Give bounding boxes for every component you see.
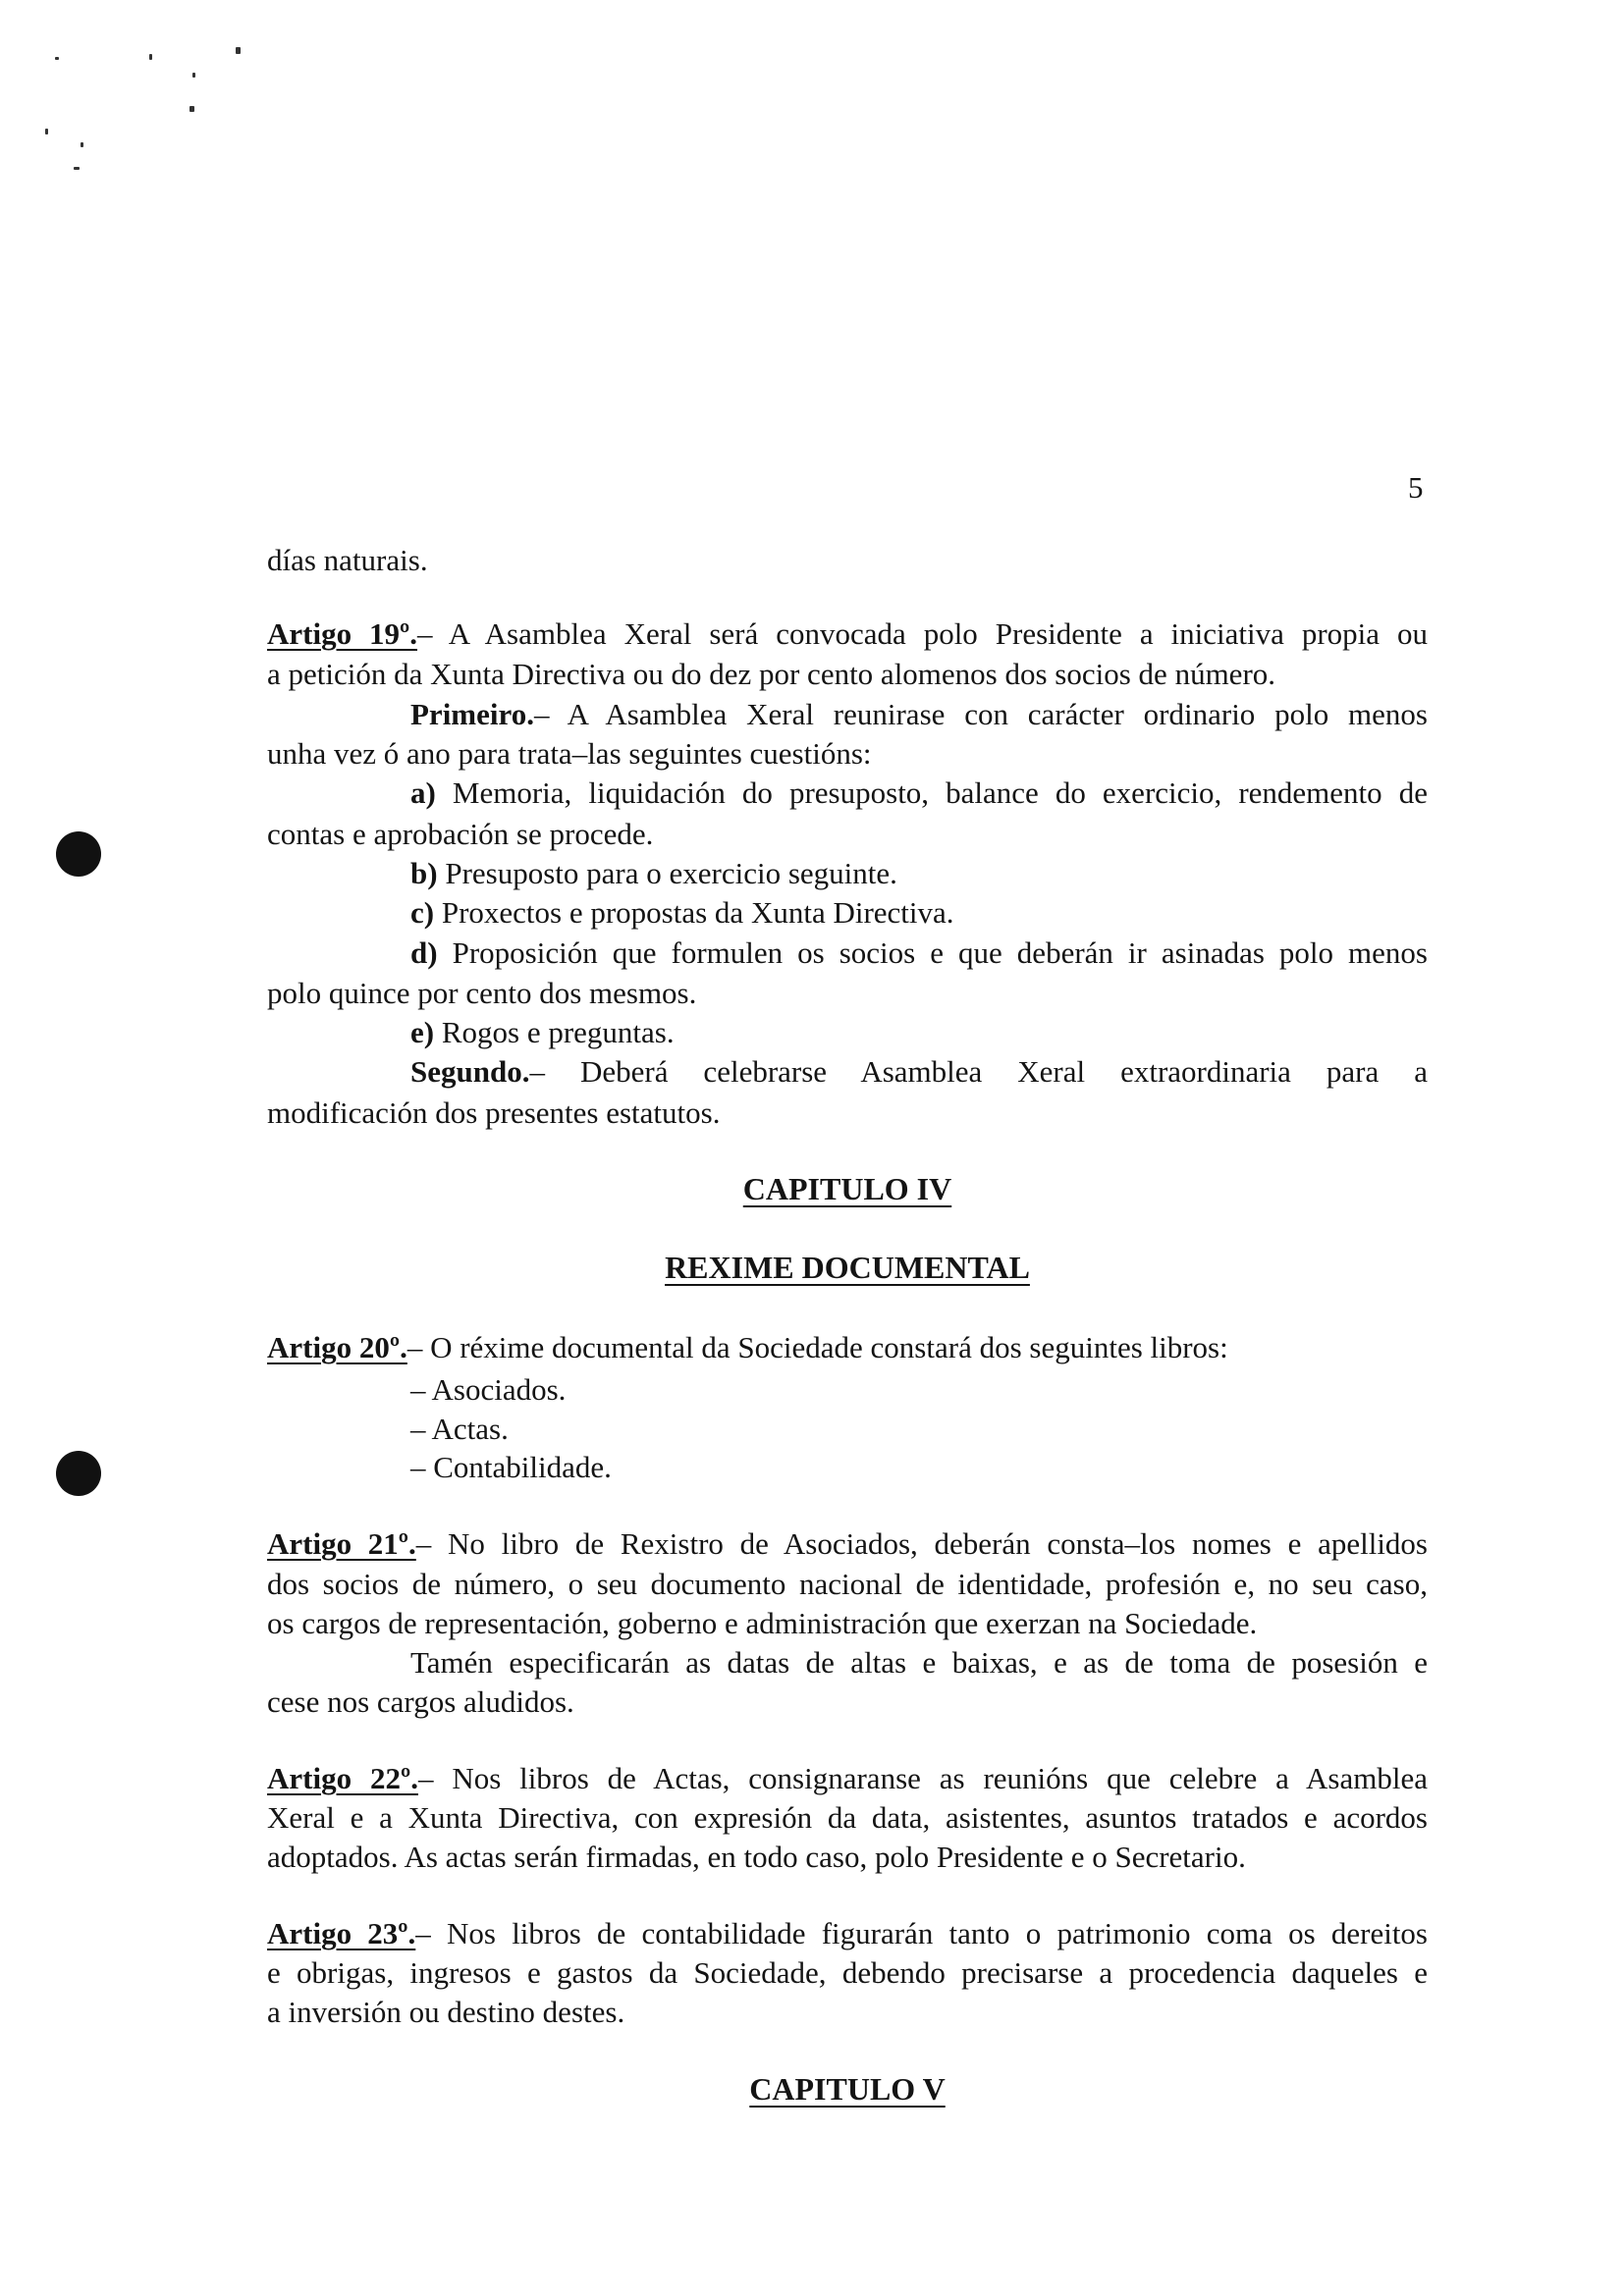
- article-20-text: – O réxime documental da Sociedade constará dos seguintes libros:: [406, 1330, 1228, 1364]
- article-23-label: Artigo 23º.: [267, 1916, 416, 1950]
- paragraph-line: días naturais.: [267, 543, 428, 577]
- chapter-heading: [35, 2069, 1624, 2109]
- article-22-line: Xeral e a Xunta Directiva, con expresión da data, asistentes, asuntos tratados e acordos: [267, 1800, 1428, 1835]
- scan-speck: [236, 47, 241, 54]
- segundo-text: – Deberá celebrarse Asamblea Xeral extraordinaria para a: [529, 1054, 1428, 1089]
- chapter-heading-text: CAPITULO IV: [742, 1171, 952, 1206]
- item-d-label: d): [410, 935, 438, 970]
- primeiro-line: [410, 695, 1428, 734]
- article-19-line: a petición da Xunta Directiva ou do dez por cento alomenos dos socios de número.: [267, 657, 1276, 691]
- scan-speck: [81, 142, 83, 147]
- scan-speck: [45, 129, 48, 134]
- item-a-line: [410, 774, 1428, 813]
- item-d-line: polo quince por cento dos mesmos.: [267, 976, 697, 1010]
- punch-hole: [56, 831, 101, 877]
- item-a-label: a): [410, 775, 436, 810]
- segundo-line: [410, 1052, 1428, 1092]
- article-23-line: a inversión ou destino destes.: [267, 1995, 625, 2029]
- chapter-heading: [35, 1169, 1624, 1208]
- article-21-line: [267, 1524, 1428, 1564]
- item-d-text: Proposición que formulen os socios e que deberán ir asinadas polo menos: [437, 935, 1428, 970]
- item-b-text: Presuposto para o exercicio seguinte.: [437, 856, 897, 890]
- chapter-heading-text: CAPITULO V: [749, 2071, 946, 2107]
- article-21-label: Artigo 21º.: [267, 1526, 416, 1561]
- article-23-line: [267, 1914, 1428, 1953]
- item-e-label: e): [410, 1015, 435, 1049]
- list-item: – Asociados.: [410, 1372, 567, 1407]
- article-21-line: dos socios de número, o seu documento nacional de identidade, profesión e, no seu caso,: [267, 1567, 1428, 1601]
- item-a-line: contas e aprobación se procede.: [267, 817, 654, 851]
- item-c-text: Proxectos e propostas da Xunta Directiva.: [434, 895, 954, 930]
- primeiro-line: unha vez ó ano para trata–las seguintes cuestións:: [267, 736, 872, 771]
- article-19-label: Artigo 19º.: [267, 616, 418, 651]
- scan-speck: [55, 57, 59, 60]
- scan-speck: [192, 73, 195, 78]
- article-21-text: – No libro de Rexistro de Asociados, deberán consta–los nomes e apellidos: [415, 1526, 1428, 1561]
- article-23-line: e obrigas, ingresos e gastos da Sociedade, debendo precisarse a procedencia daqueles e: [267, 1955, 1428, 1990]
- article-22-line: [267, 1759, 1428, 1798]
- item-c-line: [410, 893, 954, 933]
- list-item: – Actas.: [410, 1412, 509, 1446]
- item-e-line: [410, 1013, 675, 1052]
- item-c-label: c): [410, 895, 435, 930]
- segundo-line: modificación dos presentes estatutos.: [267, 1095, 721, 1130]
- scan-speck: [74, 167, 80, 170]
- article-21-line: os cargos de representación, goberno e administración que exerzan na Sociedade.: [267, 1606, 1258, 1640]
- item-a-text: Memoria, liquidación do presuposto, balance do exercicio, rendemento de: [435, 775, 1428, 810]
- page-number: 5: [1408, 470, 1424, 505]
- article-22-label: Artigo 22º.: [267, 1761, 418, 1795]
- article-20-line: [267, 1328, 1228, 1367]
- primeiro-label: Primeiro.: [410, 697, 534, 731]
- primeiro-text: – A Asamblea Xeral reunirase con carácter ordinario polo menos: [533, 697, 1428, 731]
- item-e-text: Rogos e preguntas.: [434, 1015, 675, 1049]
- scan-speck: [189, 106, 194, 112]
- chapter-title: [35, 1248, 1624, 1287]
- list-item: – Contabilidade.: [410, 1450, 612, 1484]
- scan-speck: [149, 54, 152, 60]
- article-21-line: Tamén especificarán as datas de altas e baixas, e as de toma de posesión e: [410, 1645, 1428, 1680]
- article-22-text: – Nos libros de Actas, consignaranse as reunións que celebre a Asamblea: [417, 1761, 1428, 1795]
- item-d-line: [410, 934, 1428, 973]
- punch-hole: [56, 1451, 101, 1496]
- article-19-text: – A Asamblea Xeral será convocada polo Presidente a iniciativa propia ou: [417, 616, 1428, 651]
- segundo-label: Segundo.: [410, 1054, 530, 1089]
- article-22-line: adoptados. As actas serán firmadas, en todo caso, polo Presidente e o Secretario.: [267, 1840, 1246, 1874]
- article-19-line: [267, 614, 1428, 654]
- chapter-title-text: REXIME DOCUMENTAL: [665, 1250, 1030, 1285]
- article-21-line: cese nos cargos aludidos.: [267, 1684, 574, 1719]
- article-20-label: Artigo 20º.: [267, 1330, 407, 1364]
- item-b-label: b): [410, 856, 438, 890]
- item-b-line: [410, 854, 897, 893]
- article-23-text: – Nos libros de contabilidade figurarán tanto o patrimonio coma os dereitos: [415, 1916, 1428, 1950]
